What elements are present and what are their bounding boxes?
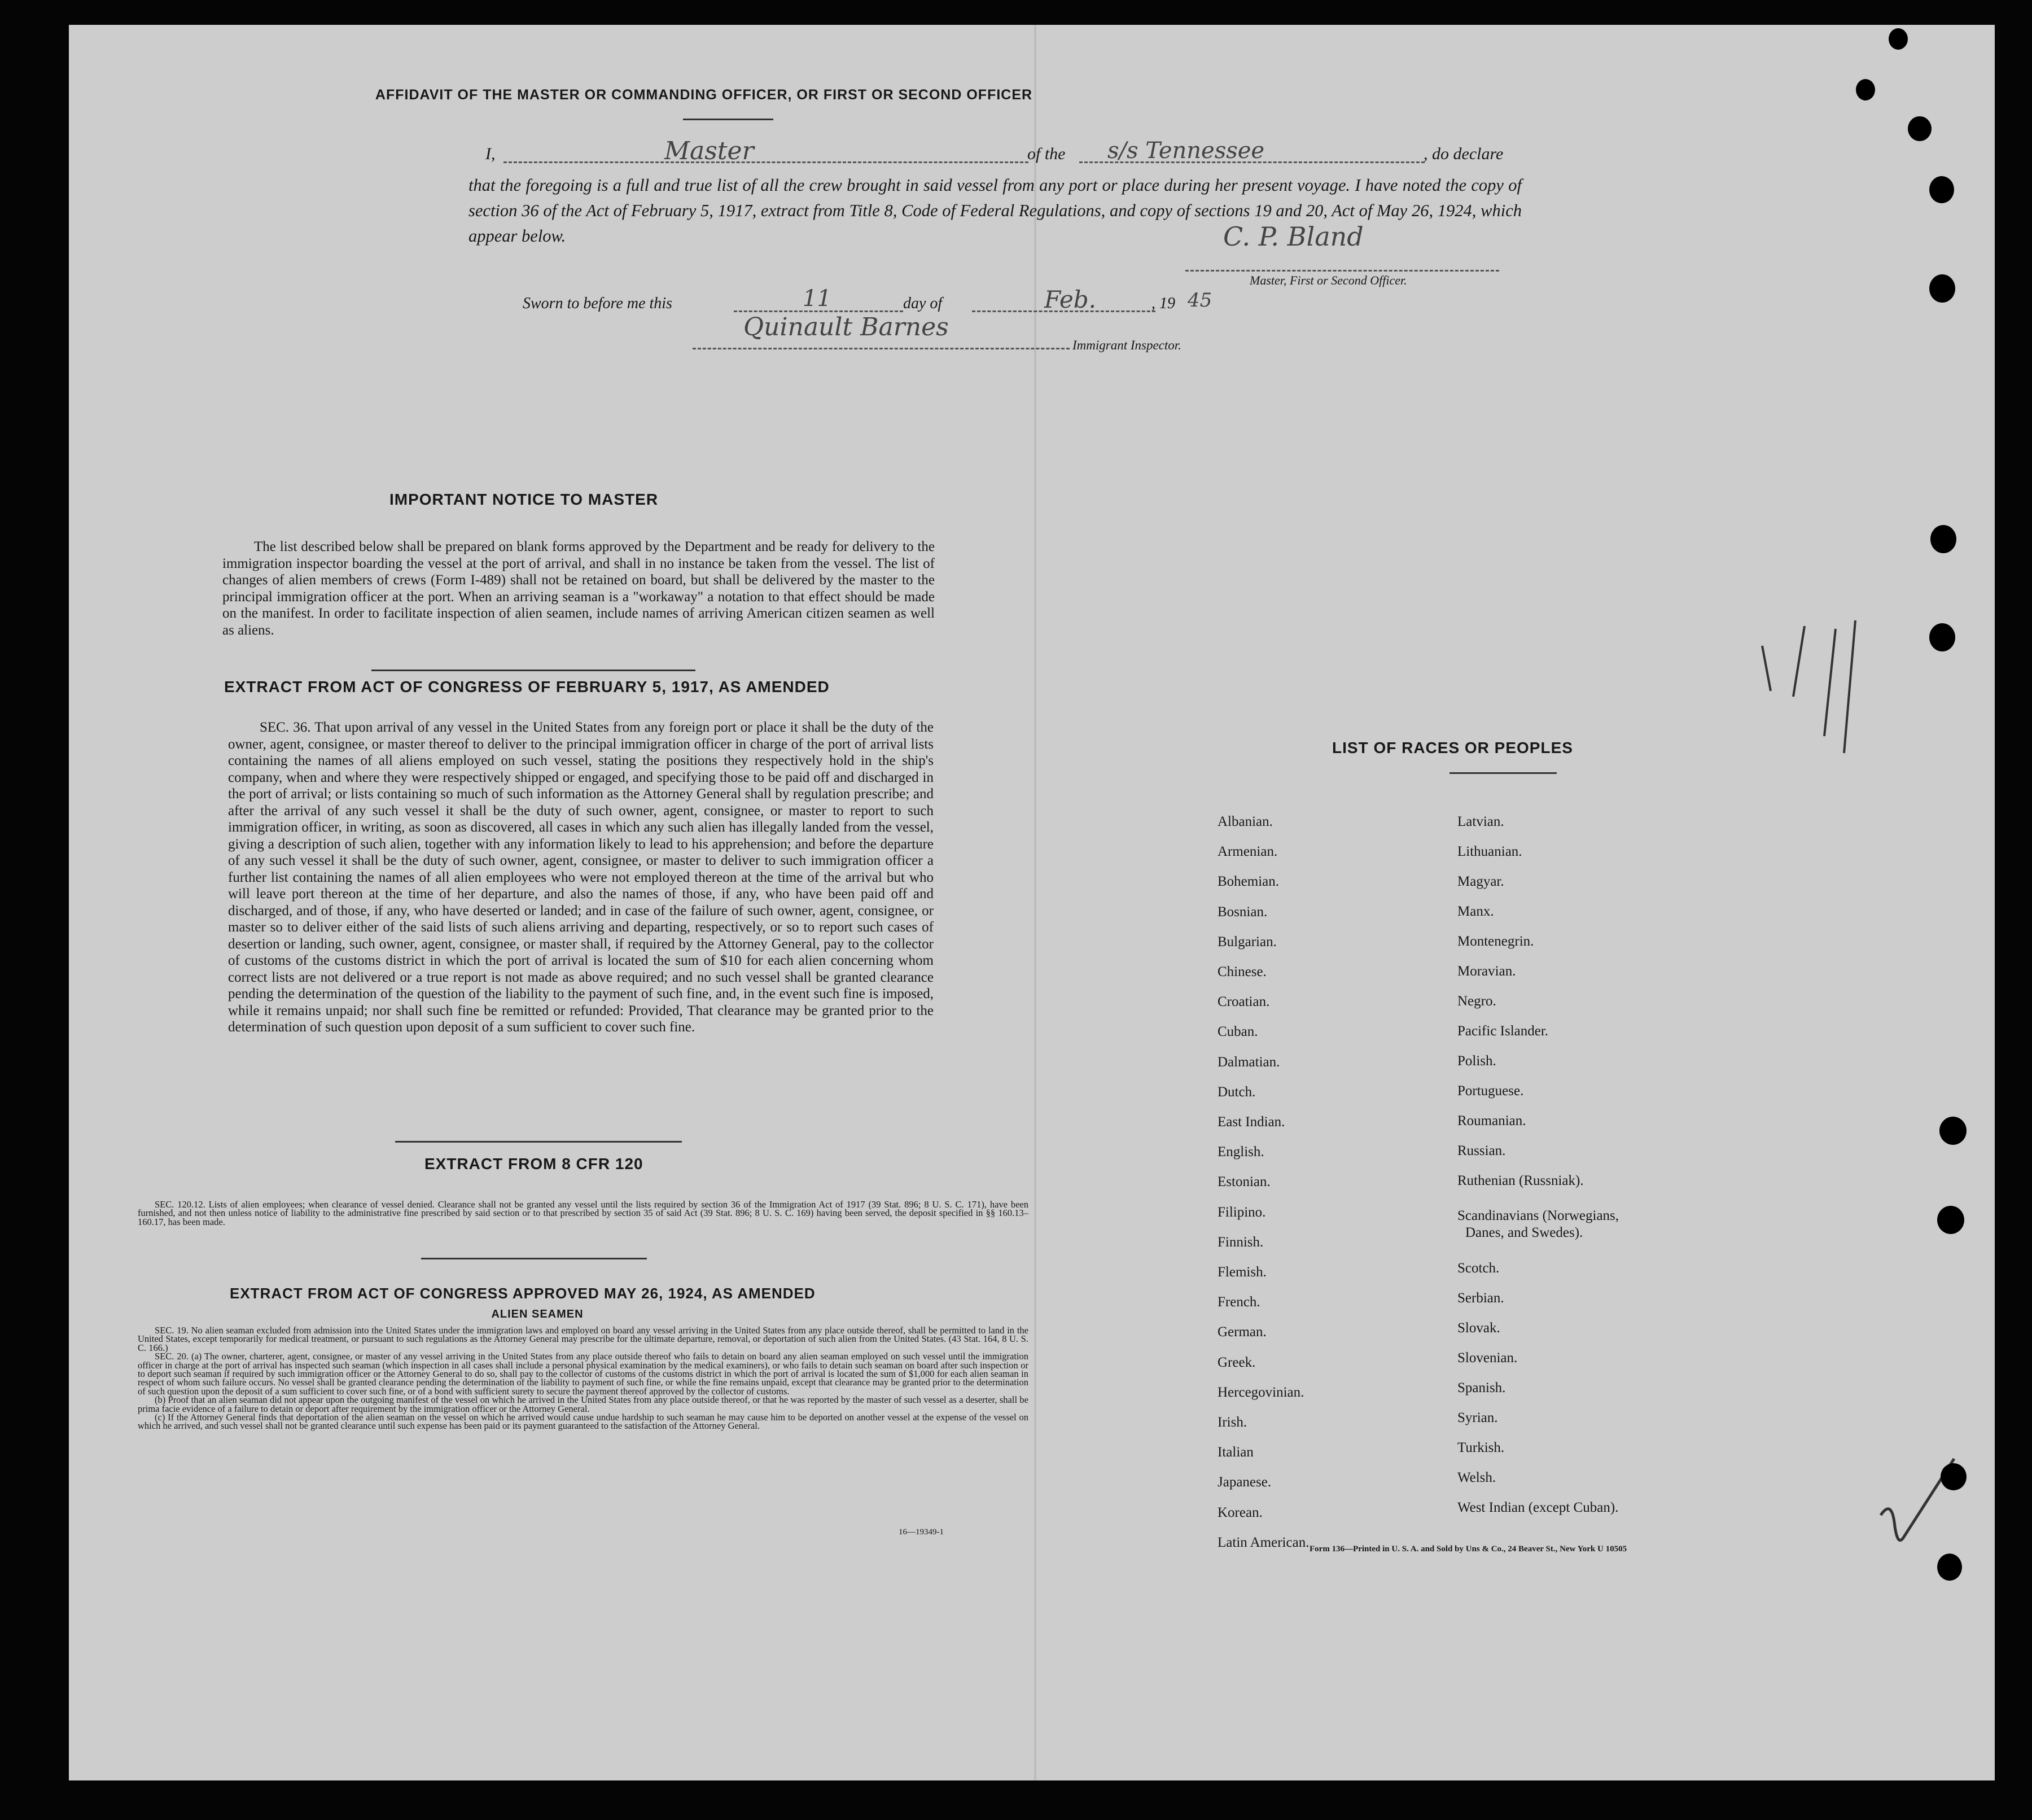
year-prefix: , 19: [1151, 295, 1175, 312]
race-item: Welsh.: [1457, 1470, 1496, 1485]
punch-hole: [1929, 623, 1955, 651]
race-item: Scandinavians (Norwegians,: [1457, 1208, 1619, 1223]
form-number: 16—19349-1: [899, 1528, 944, 1537]
race-item: German.: [1218, 1324, 1267, 1340]
affidavit-title-rule: [683, 119, 773, 120]
race-item: Italian: [1218, 1445, 1254, 1460]
declarant-label: I,: [485, 145, 496, 163]
race-item: Montenegrin.: [1457, 934, 1534, 949]
affidavit-title: AFFIDAVIT OF THE MASTER OR COMMANDING OFFICER, OR FIRST OR SECOND OFFICER: [375, 87, 1033, 103]
race-item: Slovenian.: [1457, 1350, 1518, 1366]
sworn-month-handwritten: Feb.: [1044, 286, 1096, 313]
punch-hole: [1889, 28, 1908, 50]
punch-hole: [1929, 274, 1955, 303]
race-item: Cuban.: [1218, 1024, 1258, 1040]
sec-20c-text: (c) If the Attorney General finds that deportation of the alien seaman on the vessel on which he arrived would cause undue hardship to such seaman he may cause him to be deported on another vessel at the expense of the vessel on which he arrived, and such vessel shall not be granted clearance until such expense has been paid or its payment guaranteed to the satisfaction of the Attorney General.: [138, 1412, 1028, 1432]
extract-1917-title: EXTRACT FROM ACT OF CONGRESS OF FEBRUARY 5, 1917, AS AMENDED: [224, 678, 830, 695]
master-caption: Master, First or Second Officer.: [1250, 273, 1407, 287]
race-item: Serbian.: [1457, 1290, 1504, 1306]
race-item: Latvian.: [1457, 814, 1504, 829]
cfr-body: SEC. 120.12. Lists of alien employees; when clearance of vessel denied. Clearance shall not be granted any vessel until the lists required by section 36 of the Immigration Act of 1917 (39 Stat. 896; 8 U. S. C. 171), have been furnished, and not then unless notice of liability to the administrative fine prescribed by said section or to that prescribed by section 35 of said Act (39 Stat. 896; 8 U. S. C. 169) having been served, the deposit specified in §§ 160.13–160.17, has been made.: [138, 1199, 1028, 1227]
punch-hole: [1908, 116, 1932, 141]
extract-1917-body: SEC. 36. That upon arrival of any vessel in the United States from any foreign port or place it shall be the duty of the owner, agent, consignee, or master thereof to deliver to the principal immigration officer in charge of the port of arrival lists containing the names of all aliens employed on such vessel, stating the positions they respectively hold in the ship's company, when and where they were respectively shipped or engaged, and specifying those to be paid off and discharged in the port of arrival; or lists containing so much of such information as the Attorney General shall by regulation prescribe; and after the arrival of any such vessel it shall be the duty of such owner, agent, consignee, or master to report to such immigration officer, in writing, as soon as discovered, all cases in which any such alien has illegally landed from the vessel, giving a description of such alien, together with any information likely to lead to his apprehension; and before the departure of any such vessel it shall be the duty of such owner, agent, consignee, or master to deliver to such immigration officer a further list containing the names of all alien employees who were not employed thereon at the time of the arrival but who will leave port thereon at the time of her departure, and also the names of those, if any, who have been paid off and discharged, and of those, if any, who have deserted or landed; and in case of the failure of such owner, agent, consignee, or master so to deliver either of the said lists of such aliens arriving and departing, respectively, or so to report such cases of desertion or landing, such owner, agent, consignee, or master shall, if required by the Attorney General, pay to the collector of customs of the customs district in which the port of arrival is located the sum of $10 for each alien concerning whom correct lists are not delivered or a true report is not made as above required; and no such vessel shall be granted clearance pending the determination of the question of the liability to the payment of such fine, and, in the event such fine is imposed, while it remains unpaid; nor shall such fine be remitted or refunded: Provided, That clearance may be granted prior to the determination of such question upon deposit of a sum sufficient to cover such fine.: [228, 720, 934, 1035]
race-item: Manx.: [1457, 904, 1494, 919]
race-item: Roumanian.: [1457, 1113, 1526, 1128]
race-item: Japanese.: [1218, 1475, 1272, 1490]
race-item: Negro.: [1457, 994, 1496, 1009]
punch-hole: [1939, 1117, 1967, 1145]
punch-hole: [1937, 1554, 1962, 1581]
race-item: Slovak.: [1457, 1320, 1500, 1336]
extract-1917-rule: [395, 1141, 682, 1143]
punch-hole: [1937, 1206, 1964, 1234]
punch-hole: [1941, 1463, 1967, 1490]
race-item: Polish.: [1457, 1053, 1496, 1069]
master-signature: C. P. Bland: [1223, 221, 1364, 252]
race-item: Albanian.: [1218, 814, 1273, 829]
notice-body: The list described below shall be prepared on blank forms approved by the Department and be ready for delivery to the immigration inspector boarding the vessel at the port of arrival, and shall in no instance be taken from the vessel. The list of changes of alien members of crews (Form I-489) shall not be retained on board, but shall be delivered by the master to the principal immigration officer at the port. When an arriving seaman is a "workaway" a notation to that effect should be made on the manifest. In order to facilitate inspection of alien seamen, include names of arriving American citizen seamen as well as aliens.: [222, 539, 935, 638]
race-item: Magyar.: [1457, 874, 1504, 889]
notice-title: IMPORTANT NOTICE TO MASTER: [389, 491, 659, 508]
extract-1924-subtitle: ALIEN SEAMEN: [491, 1308, 584, 1320]
do-declare-label: , do declare: [1424, 145, 1504, 163]
race-item: Finnish.: [1218, 1234, 1264, 1250]
race-item: Danes, and Swedes).: [1465, 1225, 1583, 1240]
race-item: Latin American.: [1218, 1534, 1310, 1550]
inspector-signature: Quinault Barnes: [743, 313, 949, 342]
year-suffix-handwritten: 45: [1188, 289, 1212, 312]
race-item: Greek.: [1218, 1354, 1256, 1370]
race-item: Pacific Islander.: [1457, 1023, 1549, 1039]
race-item: Flemish.: [1218, 1265, 1267, 1280]
sec-19-text: SEC. 19. No alien seaman excluded from admission into the United States under the immigration laws and employed on board any vessel arriving in the United States from any place outside thereof, shall be permitted to land in the United States, except temporarily for medical treatment, or pursuant to such regulations as the Attorney General may prescribe for the ultimate departure, removal, or deportation of such alien from the United States. (43 Stat. 164, 8 U. S. C. 166.): [138, 1325, 1028, 1353]
declarant-name-line: [503, 161, 1028, 163]
printer-imprint: Form 136—Printed in U. S. A. and Sold by Uns & Co., 24 Beaver St., New York U 10505: [1310, 1545, 1627, 1554]
race-item: Syrian.: [1457, 1410, 1498, 1425]
punch-hole: [1930, 525, 1956, 553]
race-item: Lithuanian.: [1457, 844, 1522, 859]
sec-20b-text: (b) Proof that an alien seaman did not appear upon the outgoing manifest of the vessel on which he arrived in the United States from any place outside thereof, or that he was reported by the master of such vessel as a deserter, shall be prima facie evidence of a failure to detain or deport after requirement by the immigration officer or the Attorney General.: [138, 1394, 1028, 1414]
sec-20a-text: SEC. 20. (a) The owner, charterer, agent, consignee, or master of any vessel arriving in the United States from any place outside thereof who fails to detain on board any alien seaman employed on such vessel until the immigration officer in charge at the port of arrival has inspected such seaman (which inspection in all cases shall include a personal physical examination by the medical examiners), or who fails to detain such seaman on board after such inspection or to deport such seaman if required by such immigration officer or the Attorney General to do so, shall pay to the collector of customs of the customs district in which the port of arrival is located the sum of $1,000 for each alien seaman in respect of whom such failure occurs. No vessel shall be granted clearance pending the determination of the liability to payment of such fine, or while the fine remains unpaid, except that clearance may be granted prior to the determination of such question upon the deposit of a sum sufficient to cover such fine, or of a bond with sufficient surety to secure the payment thereof approved by the collector of customs.: [138, 1351, 1028, 1397]
master-signature-line: [1185, 270, 1499, 272]
race-item: Russian.: [1457, 1143, 1506, 1158]
of-the-label: of the: [1027, 145, 1066, 163]
extract-1924-sections: [138, 1326, 1028, 1430]
inspector-caption: Immigrant Inspector.: [1072, 338, 1181, 352]
race-item: Armenian.: [1218, 844, 1278, 860]
vessel-name-handwritten: s/s Tennessee: [1107, 138, 1265, 164]
race-item: West Indian (except Cuban).: [1457, 1500, 1619, 1515]
race-item: Turkish.: [1457, 1440, 1505, 1455]
race-item: Croatian.: [1218, 994, 1270, 1010]
race-item: French.: [1218, 1294, 1260, 1310]
race-item: Korean.: [1218, 1504, 1263, 1520]
page-fold-line: [1034, 25, 1036, 1780]
day-of-label: day of: [903, 295, 943, 312]
race-item: Dutch.: [1218, 1084, 1256, 1100]
race-item: Spanish.: [1457, 1380, 1506, 1395]
notice-rule: [371, 670, 695, 671]
race-item: East Indian.: [1218, 1114, 1285, 1130]
race-item: Filipino.: [1218, 1204, 1266, 1220]
cfr-title: EXTRACT FROM 8 CFR 120: [424, 1155, 643, 1172]
punch-hole: [1856, 79, 1875, 100]
races-title: LIST OF RACES OR PEOPLES: [1332, 739, 1573, 756]
document-page: [69, 25, 1995, 1780]
race-item: Hercegovinian.: [1218, 1384, 1304, 1400]
race-item: Bosnian.: [1218, 904, 1268, 920]
race-item: Scotch.: [1457, 1261, 1500, 1276]
inspector-signature-line: [693, 348, 1070, 349]
race-item: Dalmatian.: [1218, 1054, 1280, 1070]
race-item: Chinese.: [1218, 964, 1267, 979]
race-item: Ruthenian (Russniak).: [1457, 1173, 1584, 1188]
cfr-rule: [421, 1258, 647, 1259]
race-item: English.: [1218, 1144, 1264, 1160]
extract-1924-title: EXTRACT FROM ACT OF CONGRESS APPROVED MAY 26, 1924, AS AMENDED: [230, 1285, 816, 1302]
affidavit-body: that the foregoing is a full and true list of all the crew brought in said vessel from any port or place during her present voyage. I have noted the copy of section 36 of the Act of February 5, 1917, extract from Title 8, Code of Federal Regulations, and copy of sections 19 and 20, Act of May 26, 1924, which appear below.: [468, 176, 1522, 246]
race-item: Portuguese.: [1457, 1083, 1524, 1099]
handwritten-tally-marks: [1740, 584, 1977, 770]
race-item: Estonian.: [1218, 1174, 1271, 1190]
race-item: Irish.: [1218, 1415, 1247, 1430]
sworn-day-handwritten: 11: [803, 286, 831, 312]
race-item: Moravian.: [1457, 964, 1516, 979]
races-title-rule: [1449, 772, 1557, 774]
race-item: Bulgarian.: [1218, 934, 1277, 950]
punch-hole: [1929, 176, 1954, 203]
race-item: Bohemian.: [1218, 874, 1280, 890]
sworn-label: Sworn to before me this: [523, 295, 672, 312]
declarant-name-handwritten: Master: [664, 137, 754, 165]
